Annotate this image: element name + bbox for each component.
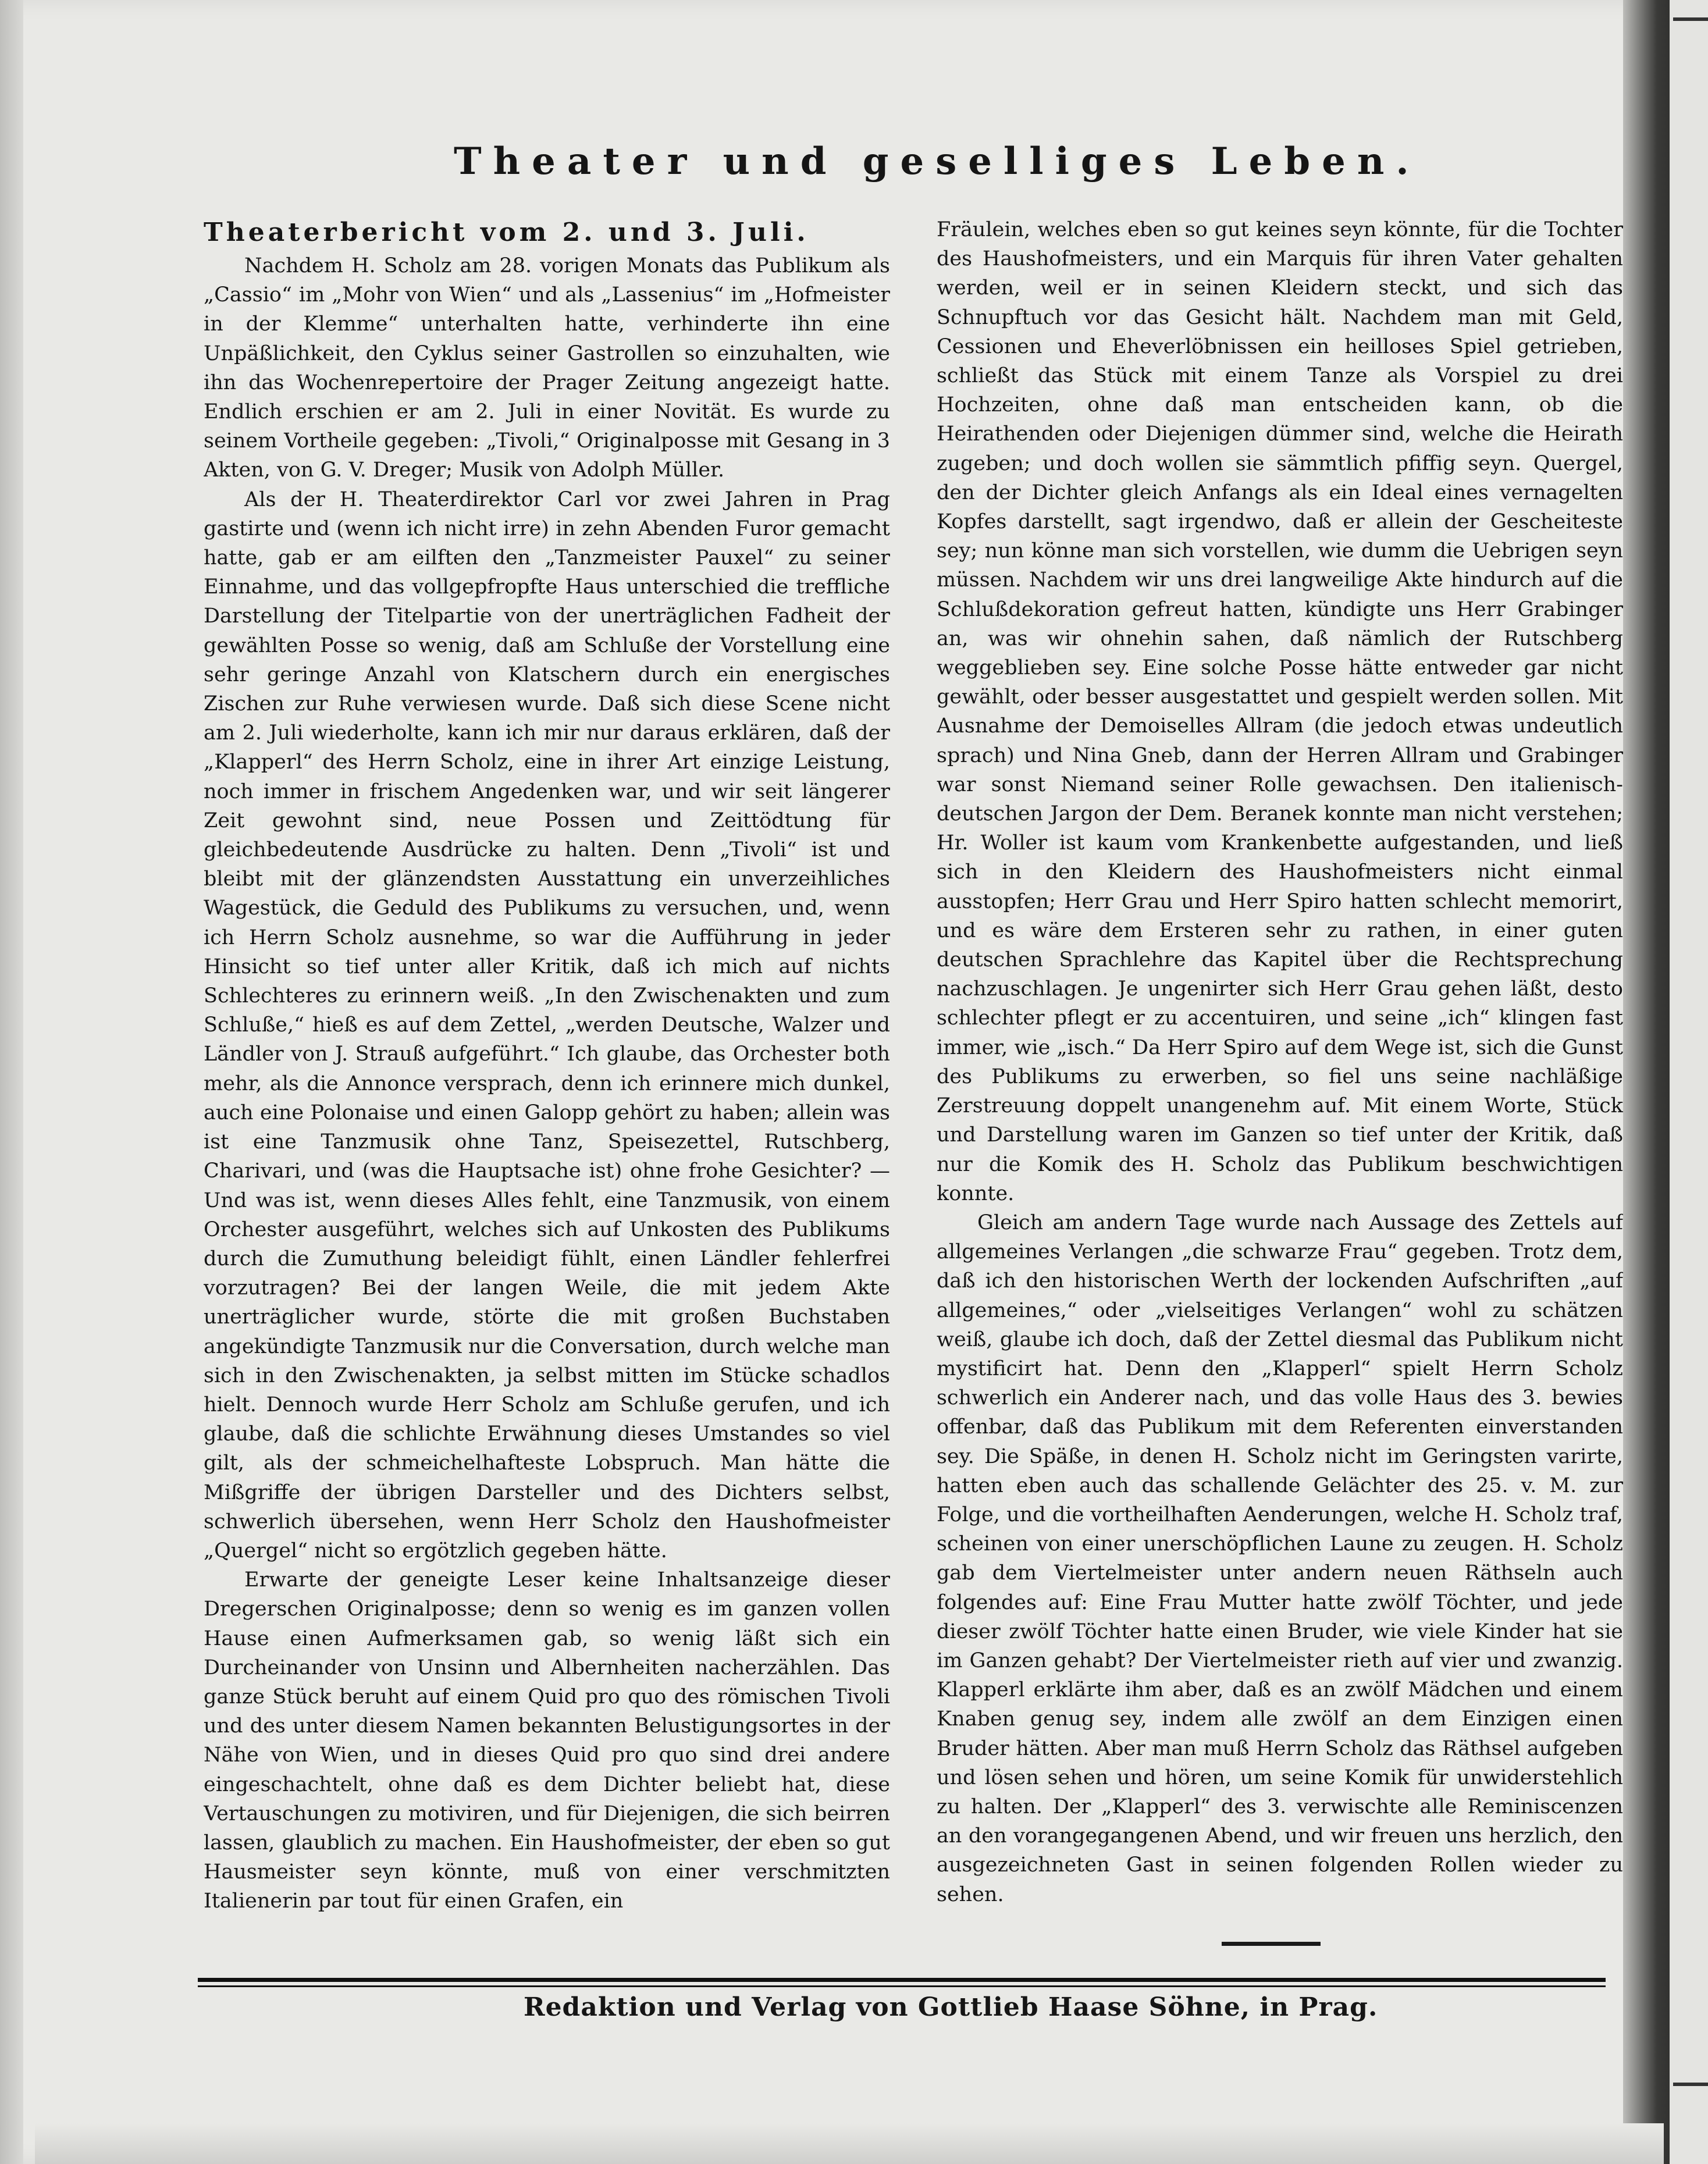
publisher-imprint: Redaktion und Verlag von Gottlieb Haase Söhne, in Prag. <box>524 1992 1378 2022</box>
page-bottom-edge <box>35 2123 1664 2164</box>
article-paragraph: Gleich am andern Tage wurde nach Aussage des Zettels auf allgemeines Verlangen „die schwarze Frau“ gegeben. Trotz dem, daß ich den historischen Werth der lockenden Aufschriften „auf allgemeines,“ oder „vielseitiges Verlangen“ wohl zu schätzen weiß, glaube ich doch, daß der Zettel diesmal das Publikum nicht mystificirt hat. Denn den „Klapperl“ spielt Herrn Scholz schwerlich ein Anderer nach, und das volle Haus des 3. bewies offenbar, daß das Publikum mit dem Referenten einverstanden sey. Die Späße, in denen H. Scholz nicht im Geringsten varirte, hatten eben auch das schallende Gelächter des 25. v. M. zur Folge, und die vortheilhaften Aenderungen, welche H. Scholz traf, scheinen von einer unerschöpflichen Laune zu zeugen. H. Scholz gab dem Viertelmeister unter andern neuen Räthseln auch folgendes auf: Eine Frau Mutter hatte zwölf Töchter, und jede dieser zwölf Töchter hatte einen Bruder, wie viele Kinder hat sie im Ganzen gehabt? Der Viertelmeister rieth auf vier und zwanzig. Klapperl erklärte ihm aber, daß es an zwölf Mädchen und einem Knaben genug sey, indem alle zwölf an dem Einzigen einen Bruder hätten. Aber man muß Herrn Scholz das Räthsel aufgeben und lösen sehen und hören, um seine Komik für unwiderstehlich zu halten. Der „Klapperl“ des 3. verwischte alle Reminiscenzen an den vorangegangenen Abend, und wir freuen uns herzlich, den ausgezeichneten Gast in seinen folgenden Rollen wieder zu sehen. <box>937 1211 1623 1906</box>
article-paragraph: Als der H. Theaterdirektor Carl vor zwei Jahren in Prag gastirte und (wenn ich nicht irre) in zehn Abenden Furor gemacht hatte, gab er am eilften den „Tanzmeister Pauxel“ zu seiner Einnahme, und das vollgepfropfte Haus unterschied die treffliche Darstellung der Titelpartie von der unerträglichen Fadheit der gewählten Posse so wenig, daß am Schluße der Vorstellung eine sehr geringe Anzahl von Klatschern durch ein energisches Zischen zur Ruhe verwiesen wurde. Daß sich diese Scene nicht am 2. Juli wiederholte, kann ich mir nur daraus erklären, daß der „Klapperl“ des Herrn Scholz, eine in ihrer Art einzige Leistung, noch immer in frischem Angedenken war, und wir seit längerer Zeit gewohnt sind, neue Possen und Zeittödtung für gleichbedeutende Ausdrücke zu halten. Denn „Tivoli“ ist und bleibt mit der glänzendsten Ausstattung ein unverzeihliches Wagestück, die Geduld des Publikums zu versuchen, und, wenn ich Herrn Scholz ausnehme, so war die Aufführung in jeder Hinsicht so tief unter aller Kritik, daß ich mich auf nichts Schlechteres zu erinnern weiß. „In den Zwischenakten und zum Schluße,“ hieß es auf dem Zettel, „werden Deutsche, Walzer und Ländler von J. Strauß aufgeführt.“ Ich glaube, das Orchester both mehr, als die Annonce versprach, denn ich erinnere mich dunkel, auch eine Polonaise und einen Galopp gehört zu haben; allein was ist eine Tanzmusik ohne Tanz, Speisezettel, Rutschberg, Charivari, und (was die Hauptsache ist) ohne frohe Gesichter? — Und was ist, wenn dieses Alles fehlt, eine Tanzmusik, von einem Orchester ausgeführt, welches sich auf Unkosten des Publikums durch die Zumuthung beleidigt fühlt, einen Ländler fehlerfrei vorzutragen? Bei der langen Weile, die mit jedem Akte unerträglicher wurde, störte die mit großen Buchstaben angekündigte Tanzmusik nur die Conversation, durch welche man sich in den Zwischenakten, ja selbst mitten im Stücke schadlos hielt. Dennoch wurde Herr Scholz am Schluße gerufen, und ich glaube, daß die schlichte Erwähnung dieses Umstandes so viel gilt, als der schmeichelhafteste Lobspruch. Man hätte die Mißgriffe der übrigen Darsteller und des Dichters selbst, schwerlich übersehen, wenn Herr Scholz den Haushofmeister „Quergel“ nicht so ergötzlich gegeben hätte. <box>204 487 890 1563</box>
article-heading: Theaterbericht vom 2. und 3. Juli. <box>204 218 809 247</box>
end-of-article-rule <box>1222 1942 1321 1946</box>
footer-rule-thick <box>198 1978 1606 1982</box>
adjacent-page-edge <box>1670 0 1708 2164</box>
article-paragraph: Fräulein, welches eben so gut keines seyn könnte, für die Tochter des Haushofmeisters, und ein Marquis für ihren Vater gehalten werden, weil er in seinen Kleidern steckt, und sich das Schnupftuch vor das Gesicht hält. Nachdem man mit Geld, Cessionen und Eheverlöbnissen ein heilloses Spiel getrieben, schließt das Stück mit einem Tanze als Vorspiel zu drei Hochzeiten, ohne daß man entscheiden kann, ob die Heirathenden oder Diejenigen dümmer sind, welche die Heirath zugeben; und doch wollen sie sämmtlich pfiffig seyn. Quergel, den der Dichter gleich Anfangs als ein Ideal eines vernagelten Kopfes darstellt, sagt irgendwo, daß er allein der Gescheiteste sey; nun könne man sich vorstellen, wie dumm die Uebrigen seyn müssen. Nachdem wir uns drei langweilige Akte hindurch auf die Schlußdekoration gefreut hatten, kündigte uns Herr Grabinger an, was wir ohnehin sahen, daß nämlich der Rutschberg weggeblieben sey. Eine solche Posse hätte entweder gar nicht gewählt, oder besser ausgestattet und gespielt werden sollen. Mit Ausnahme der Demoiselles Allram (die jedoch etwas undeutlich sprach) und Nina Gneb, dann der Herren Allram und Grabinger war sonst Niemand seiner Rolle gewachsen. Den italienisch-deutschen Jargon der Dem. Beranek konnte man nicht verstehen; Hr. Woller ist kaum vom Krankenbette aufgestanden, und ließ sich in den Kleidern des Haushofmeisters nicht einmal ausstopfen; Herr Grau und Herr Spiro hatten schlecht memorirt, und es wäre dem Ersteren sehr zu rathen, in einer guten deutschen Sprachlehre das Kapitel über die Rechtsprechung nachzuschlagen. Je ungenirter sich Herr Grau gehen läßt, desto schlechter pflegt er zu accentuiren, und seine „ich“ klingen fast immer, wie „isch.“ Da Herr Spiro auf dem Wege ist, sich die Gunst des Publikums zu erwerben, so fiel uns seine nachläßige Zerstreuung doppelt unangenehm auf. Mit einem Worte, Stück und Darstellung waren im Ganzen so tief unter der Kritik, daß nur die Komik des H. Scholz das Publikum beschwichtigen konnte. <box>937 218 1623 1205</box>
footer-rule-thin <box>198 1985 1606 1987</box>
right-column <box>937 215 1623 1957</box>
section-title: Theater und geselliges Leben. <box>454 140 1421 183</box>
article-paragraph: Nachdem H. Scholz am 28. vorigen Monats das Publikum als „Cassio“ im „Mohr von Wien“ und als „Lassenius“ im „Hofmeister in der Klemme“ unterhalten hatte, verhinderte ihn eine Unpäßlichkeit, den Cyklus seiner Gastrollen so einzuhalten, wie ihn das Wochenrepertoire der Prager Zeitung angezeigt hatte. Endlich erschien er am 2. Juli in einer Novität. Es wurde zu seinem Vortheile gegeben: „Tivoli,“ Originalposse mit Gesang in 3 Akten, von G. V. Dreger; Musik von Adolph Müller. <box>204 254 890 482</box>
article-paragraph: Erwarte der geneigte Leser keine Inhaltsanzeige dieser Dregerschen Originalposse; denn so wenig es im ganzen vollen Hause einen Aufmerksamen gab, so wenig läßt sich ein Durcheinander von Unsinn und Albernheiten nacherzählen. Das ganze Stück beruht auf einem Quid pro quo des römischen Tivoli und des unter diesem Namen bekannten Belustigungsortes in der Nähe von Wien, und in dieses Quid pro quo sind drei andere eingeschachtelt, ohne daß es dem Dichter beliebt hat, diese Vertauschungen zu motiviren, und für Diejenigen, die sich beirren lassen, glaublich zu machen. Ein Haushofmeister, der eben so gut Hausmeister seyn könnte, muß von einer verschmitzten Italienerin par tout für einen Grafen, ein <box>204 1568 890 1913</box>
left-column <box>204 215 890 1957</box>
